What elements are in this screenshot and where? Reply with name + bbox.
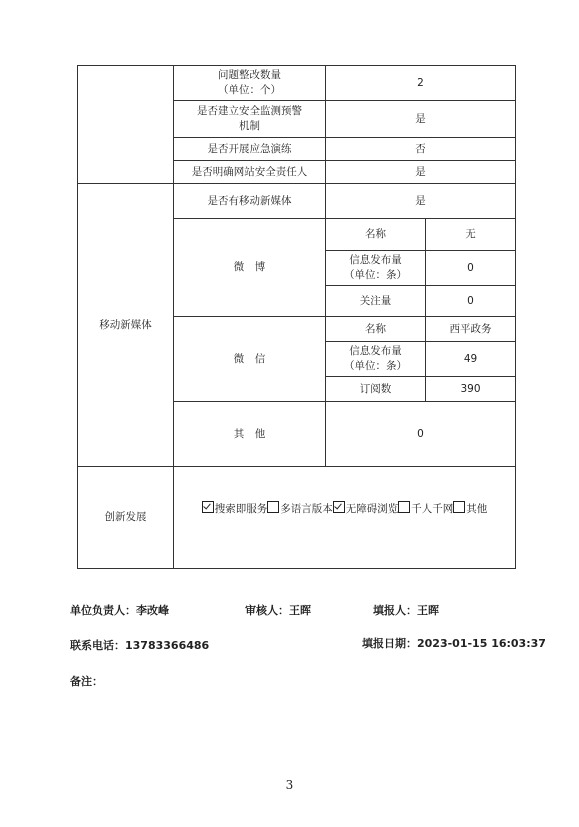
mobile-media-section: 移动新媒体 xyxy=(78,184,174,467)
report-table xyxy=(77,65,516,569)
option-accessibility[interactable]: 无障碍浏览 xyxy=(333,503,399,515)
checkbox-unchecked-icon[interactable] xyxy=(398,501,410,513)
other-media-label: 其 他 xyxy=(174,402,326,467)
page-number: 3 xyxy=(285,778,294,792)
innovation-options xyxy=(174,467,516,569)
weibo-follow-value: 0 xyxy=(426,286,516,317)
wechat-subscribers-value: 390 xyxy=(426,377,516,402)
security-owner-value: 是 xyxy=(326,161,516,184)
emergency-drill-label: 是否开展应急演练 xyxy=(174,138,326,161)
weibo-follow-label: 关注量 xyxy=(326,286,426,317)
checkbox-unchecked-icon[interactable] xyxy=(453,501,465,513)
has-mobile-media-value: 是 xyxy=(326,184,516,219)
has-mobile-media-label: 是否有移动新媒体 xyxy=(174,184,326,219)
weibo-count-label: 信息发布量 （单位：条） xyxy=(326,251,426,286)
monitor-warning-value: 是 xyxy=(326,101,516,138)
contact-phone: 联系电话：13783366486 xyxy=(70,639,210,652)
wechat-name-label: 名称 xyxy=(326,317,426,342)
option-multilingual[interactable]: 多语言版本 xyxy=(267,503,333,515)
weibo-name-value: 无 xyxy=(426,219,516,251)
option-personalized[interactable]: 千人千网 xyxy=(398,503,453,515)
wechat-name-value: 西平政务 xyxy=(426,317,516,342)
security-owner-label: 是否明确网站安全责任人 xyxy=(174,161,326,184)
filler: 填报人：王晖 xyxy=(373,604,439,617)
weibo-name-label: 名称 xyxy=(326,219,426,251)
checkbox-unchecked-icon[interactable] xyxy=(267,501,279,513)
wechat-subscribers-label: 订阅数 xyxy=(326,377,426,402)
other-media-value: 0 xyxy=(326,402,516,467)
issue-count-value: 2 xyxy=(326,66,516,101)
checkbox-checked-icon[interactable] xyxy=(333,501,345,513)
checkbox-checked-icon[interactable] xyxy=(202,501,214,513)
wechat-count-value: 49 xyxy=(426,342,516,377)
remark-label: 备注： xyxy=(70,675,103,688)
wechat-label: 微 信 xyxy=(174,317,326,402)
issue-count-label: 问题整改数量 （单位：个） xyxy=(174,66,326,101)
weibo-count-value: 0 xyxy=(426,251,516,286)
wechat-count-label: 信息发布量 （单位：条） xyxy=(326,342,426,377)
option-other[interactable]: 其他 xyxy=(453,503,487,515)
innovation-label: 创新发展 xyxy=(78,467,174,569)
option-search-service[interactable]: 搜索即服务 xyxy=(202,503,268,515)
unit-head: 单位负责人：李改峰 xyxy=(70,604,169,617)
fill-date: 填报日期：2023-01-15 16:03:37 xyxy=(362,637,546,650)
reviewer: 审核人：王晖 xyxy=(245,604,311,617)
emergency-drill-value: 否 xyxy=(326,138,516,161)
weibo-label: 微 博 xyxy=(174,219,326,317)
monitor-warning-label: 是否建立安全监测预警 机制 xyxy=(174,101,326,138)
section-cell-empty xyxy=(78,66,174,184)
